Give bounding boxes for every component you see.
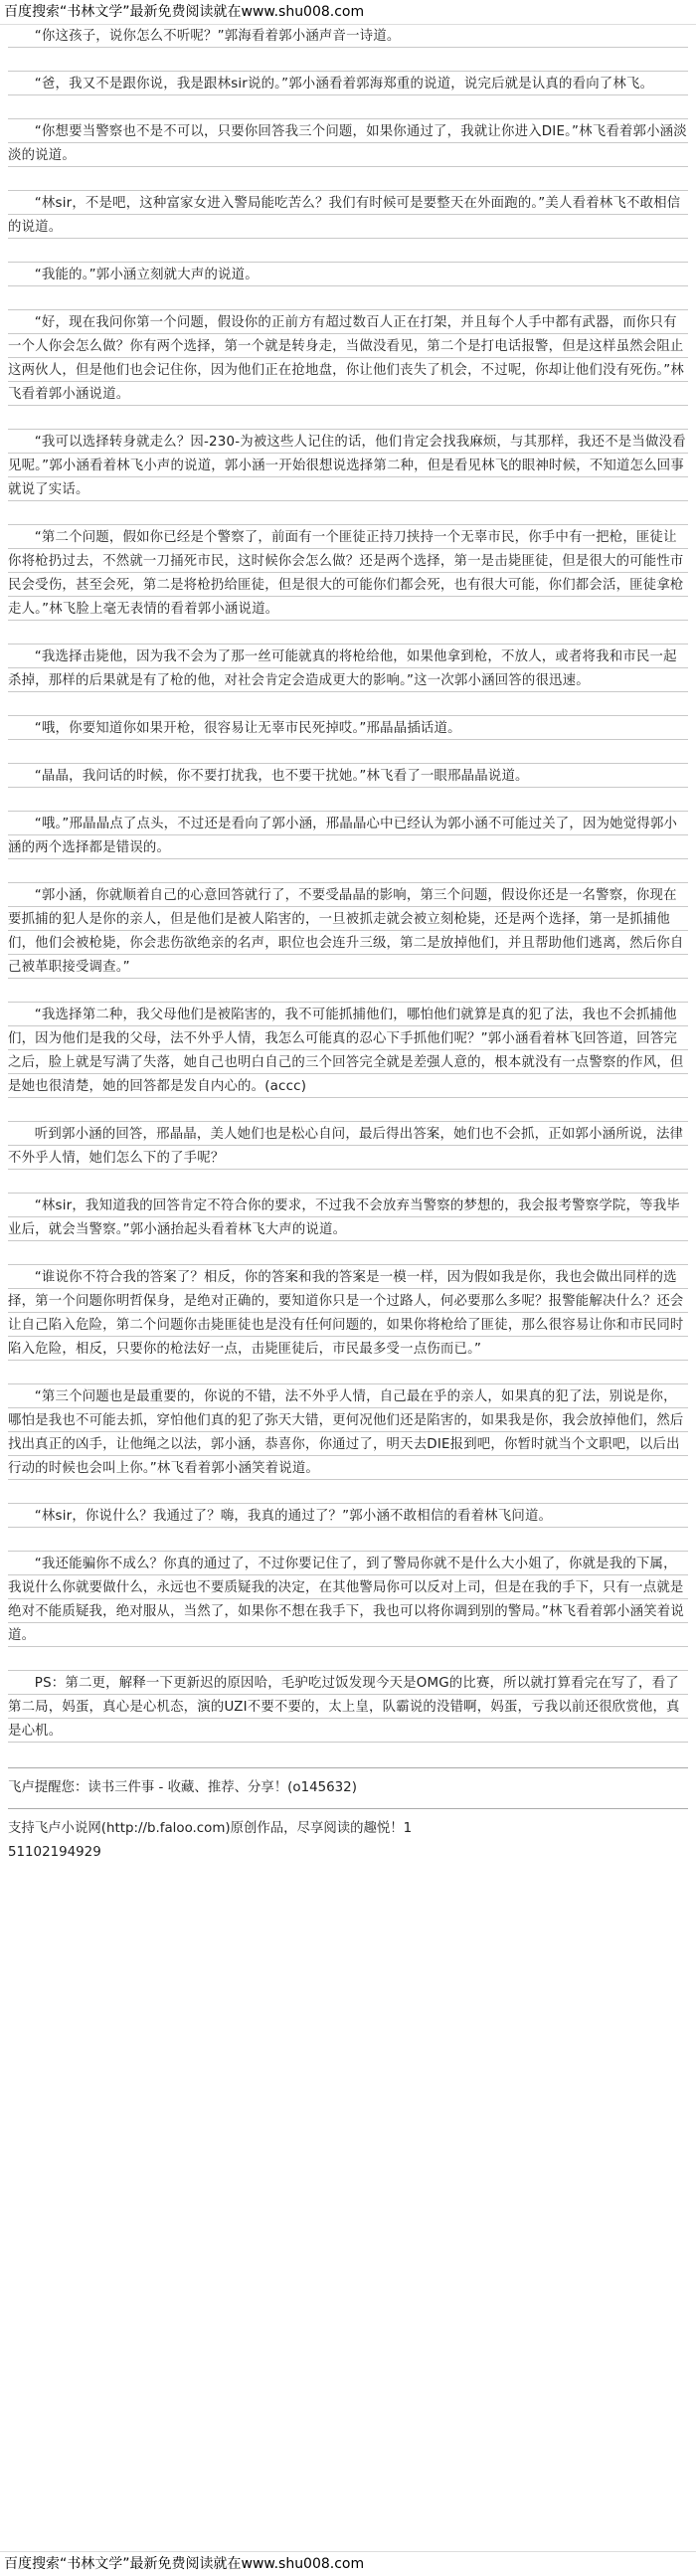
story-paragraph: “林sir，我知道我的回答肯定不符合你的要求，不过我不会放弃当警察的梦想的，我会报考警察学院，等我毕业后，就会当警察。”郭小涵抬起头看着林飞大声的说道。 <box>8 1198 680 1237</box>
chapter-footer <box>8 1767 688 1865</box>
story-paragraph: “第三个问题也是最重要的，你说的不错，法不外乎人情，自己最在乎的亲人，如果真的犯了法，别说是你，哪怕是我也不可能去抓，穿怕他们真的犯了弥天大错，更何况他们还是陷害的，如果我是你，我会放掉他们，然后找出真正的凶手，让他绳之以法，郭小涵，恭喜你，你通过了，明天去DIE报到吧，你暂时就当个文职吧，以后出行动的时候也会叫上你。”林飞看着郭小涵笑着说道。 <box>8 1389 684 1476</box>
bottom-banner: 百度搜索“书林文学”最新免费阅读就在www.shu008.com <box>0 2551 696 2576</box>
story-paragraph: “谁说你不符合我的答案了？相反，你的答案和我的答案是一模一样，因为假如我是你，我也会做出同样的选择，第一个问题你明哲保身，是绝对正确的，要知道你只是一个过路人，何必要那么多呢？报警能解决什么？还会让自己陷入危险，第二个问题你击毙匪徒也是没有任何问题的，如果你将枪给了匪徒，那么很容易让你和市民同时陷入危险，相反，只要你的枪法好一点，击毙匪徒后，市民最多受一点伤而已。” <box>8 1270 684 1357</box>
footer-code: 51102194929 <box>8 1845 101 1860</box>
story-paragraph: “我还能骗你不成么？你真的通过了，不过你要记住了，到了警局你就不是什么大小姐了，你就是我的下属，我说什么你就要做什么，永远也不要质疑我的决定，在其他警局你可以反对上司，但是在我的手下，只有一点就是绝对不能质疑我，绝对服从，当然了，如果你不想在我手下，我也可以将你调到别的警局。”林飞看着郭小涵笑着说道。 <box>8 1557 684 1643</box>
footer-divider <box>8 1767 688 1768</box>
story-paragraph: “晶晶，我问话的时候，你不要打扰我，也不要干扰她。”林飞看了一眼邢晶晶说道。 <box>34 769 529 784</box>
footer-support-line: 支持飞卢小说网(http://b.faloo.com)原创作品，尽享阅读的趣悦！1 <box>8 1821 413 1836</box>
top-banner: 百度搜索“书林文学”最新免费阅读就在www.shu008.com <box>0 0 696 25</box>
story-paragraph: “郭小涵，你就顺着自己的心意回答就行了，不要受晶晶的影响，第三个问题，假设你还是一名警察，你现在要抓捕的犯人是你的亲人，但是他们是被人陷害的，一旦被抓走就会被立刻枪毙，还是两个选择，第一是抓捕他们，他们会被枪毙，你会悲伤欲绝亲的名声，职位也会连升三级，第二是放掉他们，并且帮助他们逃离，然后你自己被革职接受调查。” <box>8 888 684 975</box>
story-paragraph: PS：第二更，解释一下更新迟的原因哈，毛驴吃过饭发现今天是OMG的比赛，所以就打算看完在写了，看了第二局，妈蛋，真心是心机态，演的UZI不要不要的，太上皇，队霸说的没错啊，妈蛋，亏我以前还很欣赏他，真是心机。 <box>8 1676 680 1739</box>
story-paragraph: “哦。”邢晶晶点了点头，不过还是看向了郭小涵，邢晶晶心中已经认为郭小涵不可能过关了，因为她觉得郭小涵的两个选择都是错误的。 <box>8 817 678 855</box>
story-paragraph: “我选择第二种，我父母他们是被陷害的，我不可能抓捕他们，哪怕他们就算是真的犯了法，我也不会抓捕他们，因为他们是我的父母，法不外乎人情，我怎么可能真的忍心下手抓他们呢？”郭小涵看着林飞回答道，回答完之后，脸上就是写满了失落，她自己也明白自己的三个回答完全就是差强人意的，根本就没有一点警察的作风，但是她也很清楚，她的回答都是发自内心的。(accc) <box>8 1008 684 1094</box>
story-paragraph: “我能的。”郭小涵立刻就大声的说道。 <box>34 268 259 282</box>
story-paragraph: “我可以选择转身就走么？因-230-为被这些人记住的话，他们肯定会找我麻烦，与其那样，我还不是当做没看见呢。”郭小涵看着林飞小声的说道，郭小涵一开始很想说选择第二种，但是看见林飞的眼神时候，不知道怎么回事就说了实话。 <box>8 435 686 497</box>
story-paragraph: “你这孩子，说你怎么不听呢？”郭海看着郭小涵声音一诗道。 <box>34 29 401 44</box>
footer-divider <box>8 1808 688 1809</box>
story-paragraph: “我选择击毙他，因为我不会为了那一丝可能就真的将枪给他，如果他拿到枪，不放人，或者将我和市民一起杀掉，那样的后果就是有了枪的他，对社会肯定会造成更大的影响。”这一次郭小涵回答的很迅速。 <box>8 649 677 688</box>
story-paragraph: “林sir，不是吧，这种富家女进入警局能吃苦么？我们有时候可是要整天在外面跑的。”美人看着林飞不敢相信的说道。 <box>8 196 681 235</box>
story-paragraph: 听到郭小涵的回答，邢晶晶，美人她们也是松心自问，最后得出答案，她们也不会抓，正如郭小涵所说，法律不外乎人情，她们怎么下的了手呢？ <box>8 1127 684 1166</box>
footer-reminder: 飞卢提醒您：读书三件事 - 收藏、推荐、分享！(o145632) <box>8 1780 357 1795</box>
story-paragraph: “林sir，你说什么？我通过了？嗨，我真的通过了？”郭小涵不敢相信的看着林飞问道。 <box>34 1509 553 1524</box>
story-paragraph: “好，现在我问你第一个问题，假设你的正前方有超过数百人正在打架，并且每个人手中都有武器，而你只有一个人你会怎么做？你有两个选择，第一个就是转身走，当做没看见，第二个是打电话报警，但是这样虽然会阻止这两伙人，但是他们也会记住你，因为他们正在抢地盘，你让他们丧失了机会，不过呢，你却让他们没有死伤。”林飞看着郭小涵说道。 <box>8 315 684 402</box>
story-paragraph: “你想要当警察也不是不可以，只要你回答我三个问题，如果你通过了，我就让你进入DIE。”林飞看着郭小涵淡淡的说道。 <box>8 124 687 163</box>
story-paragraph: “哦，你要知道你如果开枪，很容易让无辜市民死掉哎。”邢晶晶插话道。 <box>34 721 461 736</box>
chapter-content <box>0 25 696 2551</box>
story-paragraph: “第二个问题，假如你已经是个警察了，前面有一个匪徒正持刀挟持一个无辜市民，你手中有一把枪，匪徒让你将枪扔过去，不然就一刀捅死市民，这时候你会怎么做？还是两个选择，第一是击毙匪徒，但是很大的可能性市民会受伤，甚至会死，第二是将枪扔给匪徒，但是很大的可能你们都会死，也有很大可能，你们都会活，匪徒拿枪走人。”林飞脸上毫无表情的看着郭小涵说道。 <box>8 530 684 617</box>
story-paragraph: “爸，我又不是跟你说，我是跟林sir说的。”郭小涵看着郭海郑重的说道，说完后就是认真的看向了林飞。 <box>34 77 654 92</box>
story-text <box>8 25 688 1744</box>
